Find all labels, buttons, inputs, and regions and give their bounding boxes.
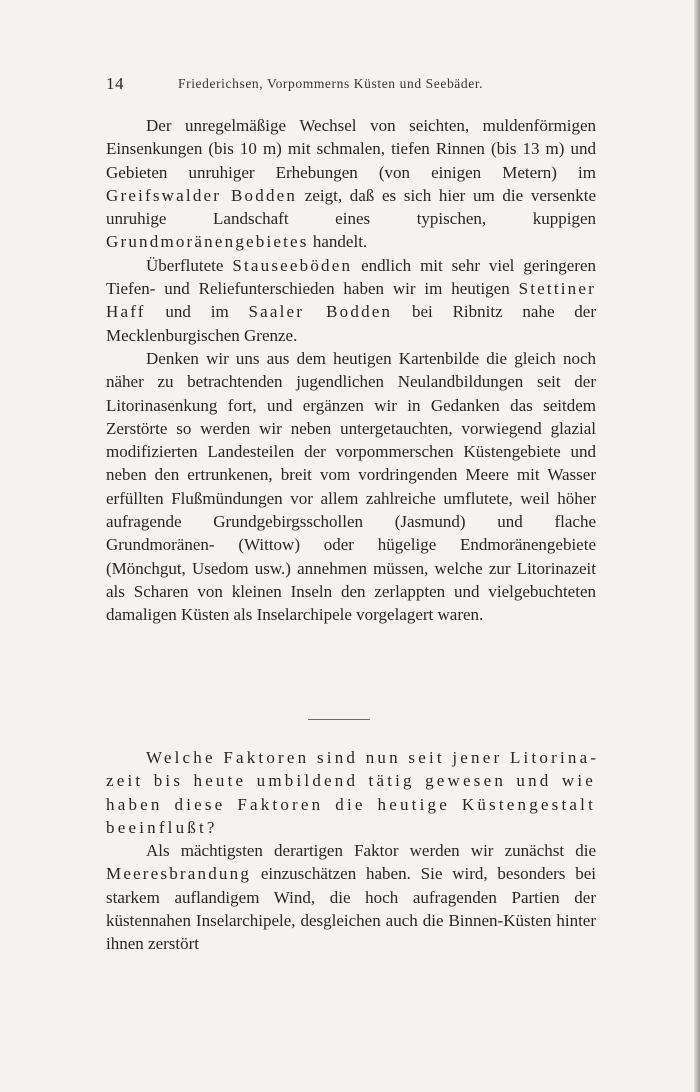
spaced-term-grundmoraenengebietes: Grundmoränengebietes (106, 232, 309, 252)
text-section-two (106, 746, 596, 956)
paragraph-kartenbilde: Denken wir uns aus dem heutigen Kartenbilde die gleich noch näher zu betrachtenden jugendlichen Neulandbildungen seit der Litorinasenkung fort, und ergänzen wir in Gedanken das seitdem Zerstörte so werden wir neben untergetauchten, vorwiegend glazial modifizierten Landesteilen der vorpommerschen Küstengebiete und neben den ertrunkenen, breit vom vordringenden Meere mit Wasser erfüllten Flußmündungen vor allem zahlreiche umflutete, weil höher aufragende Grundgebirgsschollen (Jasmund) und flache Grundmoränen- (Wittow) oder hügelige Endmoränengebiete (Mönchgut, Usedom usw.) annehmen müssen, welche zur Litorinazeit als Scharen von kleinen Inseln den zerlappten und vielgebuchteten damaligen Küsten als Inselarchipele vorgelagert waren. (106, 348, 596, 625)
spaced-term-stauseeboeden: Stauseeböden (232, 255, 353, 275)
paragraph-question-faktoren: Welche Faktoren sind nun seit jener Litorinazeit bis heute umbildend tätig gewesen und wie haben diese Faktoren die heutige Küstengestalt beeinflußt? (106, 748, 596, 837)
paragraph-stauseeboeden: Überflutete Stauseeböden endlich mit sehr viel geringeren Tiefen- und Reliefunterschieden haben wir im heutigen Stettiner Haff und im Saaler Bodden bei Ribnitz nahe der Mecklenburgischen Grenze. (106, 255, 597, 345)
section-separator (308, 719, 370, 720)
running-head: Friederichsen, Vorpommerns Küsten und Seebäder. (178, 76, 484, 91)
paragraph-greifswalder-bodden: Der unregelmäßige Wechsel von seichten, muldenförmigen Einsenkungen (bis 10 m) mit schmalen, tiefen Rinnen (bis 13 m) und Gebieten unruhiger Erhebungen (von einigen Metern) im Greifswalder Bodden zeigt, daß es sich hier um die versenkte unruhige Landschaft eines typischen, kuppigen Grundmoränengebietes handelt. (106, 116, 597, 252)
spaced-term-stettiner-haff: Stettiner Haff (106, 279, 596, 322)
page-edge-shadow (694, 0, 700, 1092)
text-section-one (106, 114, 596, 627)
paragraph-meeresbrandung: Als mächtigsten derartigen Faktor werden wir zunächst die Meeresbrandung einzuschätzen haben. Sie wird, besonders bei starkem auflandigem Wind, die hoch aufragenden Partien der küstennahen Inselarchipele, desgleichen auch die Binnen-Küsten hinter ihnen zerstört (106, 841, 596, 954)
spaced-term-saaler-bodden: Saaler Bodden (248, 302, 393, 322)
page-number: 14 (106, 74, 124, 93)
spaced-term-meeresbrandung: Meeresbrandung (106, 864, 252, 884)
spaced-term-greifswalder-bodden: Greifswalder Bodden (106, 185, 298, 205)
page-header (106, 74, 596, 100)
